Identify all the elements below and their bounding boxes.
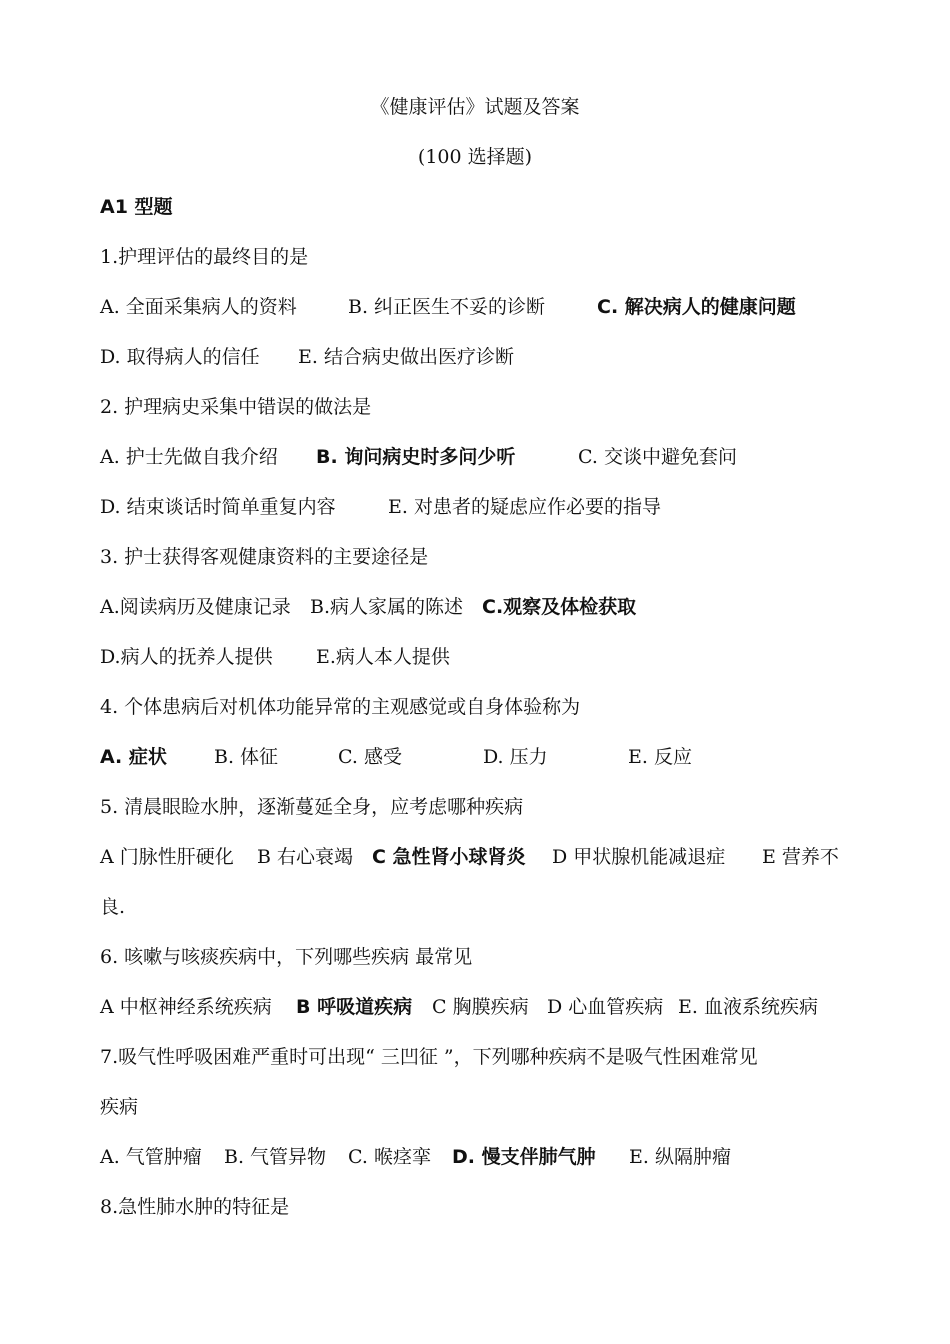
question-2-option-d: D. 结束谈话时简单重复内容 — [100, 496, 336, 518]
question-7-stem-line-1: 7.吸气性呼吸困难严重时可出现“ 三凹征 ”，下列哪种疾病不是吸气性困难常见 — [100, 1046, 758, 1068]
question-6-option-d: D 心血管疾病 — [547, 996, 664, 1018]
question-5-option-e: E 营养不 — [762, 846, 839, 868]
question-2-stem: 2. 护理病史采集中错误的做法是 — [100, 396, 372, 418]
question-3-stem: 3. 护士获得客观健康资料的主要途径是 — [100, 546, 429, 568]
document-subtitle: (100 选择题) — [417, 146, 533, 168]
question-6-stem: 6. 咳嗽与咳痰疾病中，下列哪些疾病 最常见 — [100, 946, 473, 968]
question-2-option-a: A. 护士先做自我介绍 — [100, 446, 278, 468]
question-5-stem: 5. 清晨眼睑水肿，逐渐蔓延全身，应考虑哪种疾病 — [100, 796, 524, 818]
question-5-option-d: D 甲状腺机能减退症 — [552, 846, 726, 868]
question-7-option-e: E. 纵隔肿瘤 — [629, 1146, 731, 1168]
question-7-option-d-answer: D. 慢支伴肺气肿 — [452, 1146, 596, 1168]
question-1-option-b: B. 纠正医生不妥的诊断 — [348, 296, 546, 318]
question-6-option-a: A 中枢神经系统疾病 — [100, 996, 272, 1018]
section-heading: A1 型题 — [100, 196, 173, 218]
question-4-option-b: B. 体征 — [214, 746, 279, 768]
question-4-option-a-answer: A. 症状 — [100, 746, 167, 768]
question-1-option-c-answer: C. 解决病人的健康问题 — [597, 296, 796, 318]
question-7-option-a: A. 气管肿瘤 — [100, 1146, 202, 1168]
question-2-option-c: C. 交谈中避免套问 — [578, 446, 737, 468]
question-6-option-e: E. 血液系统疾病 — [678, 996, 818, 1018]
question-3-option-e: E.病人本人提供 — [316, 646, 450, 668]
question-7-option-b: B. 气管异物 — [224, 1146, 327, 1168]
question-5-option-b: B 右心衰竭 — [257, 846, 354, 868]
question-1-option-d: D. 取得病人的信任 — [100, 346, 260, 368]
question-1-option-e: E. 结合病史做出医疗诊断 — [298, 346, 514, 368]
question-2-option-b-answer: B. 询问病史时多问少听 — [316, 446, 516, 468]
question-4-stem: 4. 个体患病后对机体功能异常的主观感觉或自身体验称为 — [100, 696, 581, 718]
question-3-option-c-answer: C.观察及体检获取 — [482, 596, 637, 618]
question-5-option-c-answer: C 急性肾小球肾炎 — [372, 846, 526, 868]
document-title: 《健康评估》试题及答案 — [370, 96, 580, 118]
question-2-option-e: E. 对患者的疑虑应作必要的指导 — [388, 496, 661, 518]
question-7-option-c: C. 喉痉挛 — [348, 1146, 431, 1168]
question-4-option-e: E. 反应 — [628, 746, 692, 768]
question-4-option-c: C. 感受 — [338, 746, 402, 768]
question-3-option-b: B.病人家属的陈述 — [310, 596, 464, 618]
question-3-option-d: D.病人的抚养人提供 — [100, 646, 273, 668]
question-3-option-a: A.阅读病历及健康记录 — [100, 596, 291, 618]
question-1-stem: 1.护理评估的最终目的是 — [100, 246, 309, 268]
question-7-stem-line-2: 疾病 — [100, 1096, 139, 1118]
question-8-stem: 8.急性肺水肿的特征是 — [100, 1196, 290, 1218]
question-5-option-e-continued: 良. — [100, 896, 126, 918]
question-5-option-a: A 门脉性肝硬化 — [100, 846, 234, 868]
question-6-option-b-answer: B 呼吸道疾病 — [296, 996, 413, 1018]
question-4-option-d: D. 压力 — [483, 746, 548, 768]
question-1-option-a: A. 全面采集病人的资料 — [100, 296, 297, 318]
question-6-option-c: C 胸膜疾病 — [432, 996, 529, 1018]
